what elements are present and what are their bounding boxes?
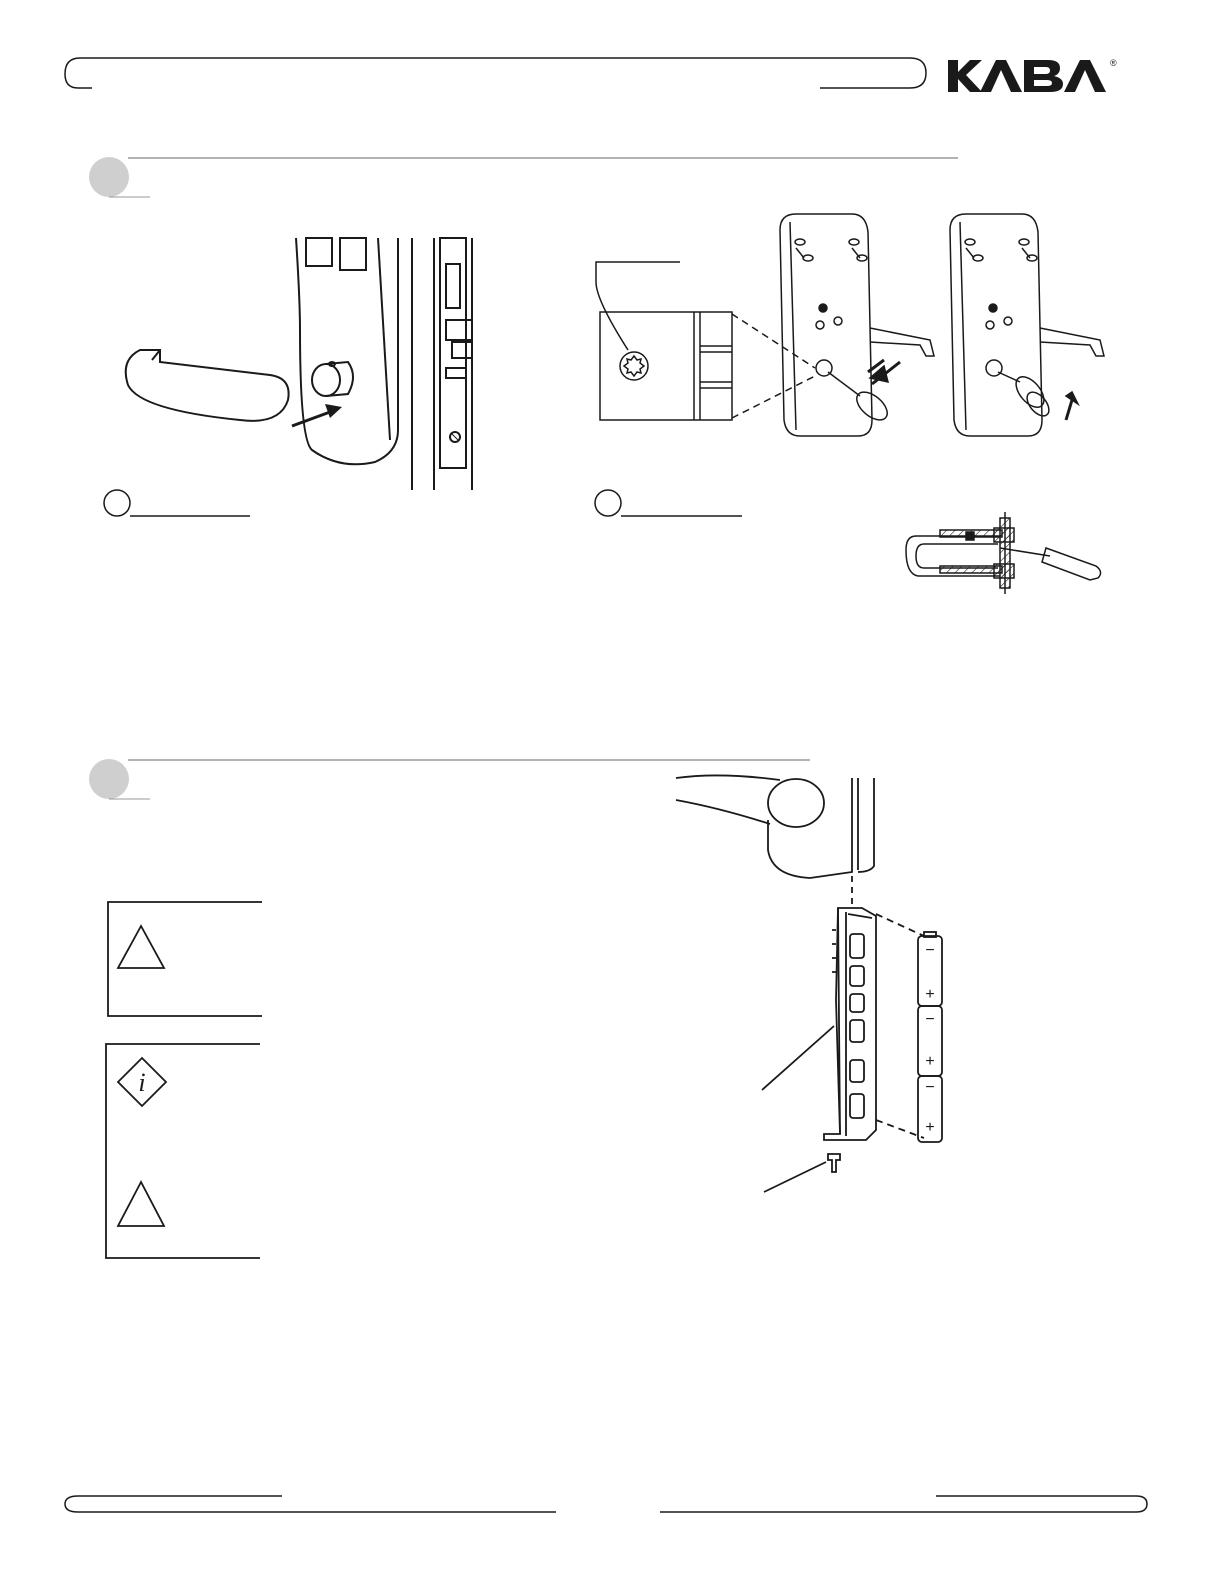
illustration-lever-removal	[126, 238, 472, 490]
info-box	[106, 1044, 260, 1258]
svg-text:+: +	[925, 986, 935, 1003]
step-b-circle	[595, 490, 621, 516]
warning-box-1	[108, 902, 262, 1016]
section-1-circle	[89, 157, 129, 197]
svg-text:−: −	[925, 942, 935, 959]
svg-text:i: i	[138, 1068, 146, 1097]
section-2-circle	[89, 759, 129, 799]
section-2-heading	[89, 759, 810, 799]
warning-triangle-icon	[118, 926, 164, 968]
illustration-screw-removal	[596, 214, 1104, 436]
section-1-heading	[89, 157, 958, 197]
header-bar	[65, 58, 926, 88]
info-diamond-icon	[118, 1058, 166, 1106]
warning-triangle-icon	[118, 1182, 164, 1226]
illustration-cross-section	[906, 512, 1101, 594]
illustration-battery-replacement	[676, 775, 942, 1192]
step-b-label	[595, 490, 742, 516]
step-a-circle	[104, 490, 130, 516]
svg-text:®: ®	[1110, 58, 1117, 68]
step-a-label	[104, 490, 250, 516]
svg-text:+: +	[925, 1119, 935, 1136]
footer-bar	[65, 1496, 1147, 1512]
svg-text:+: +	[925, 1053, 935, 1070]
svg-text:−: −	[925, 1079, 935, 1096]
svg-text:−: −	[925, 1011, 935, 1028]
